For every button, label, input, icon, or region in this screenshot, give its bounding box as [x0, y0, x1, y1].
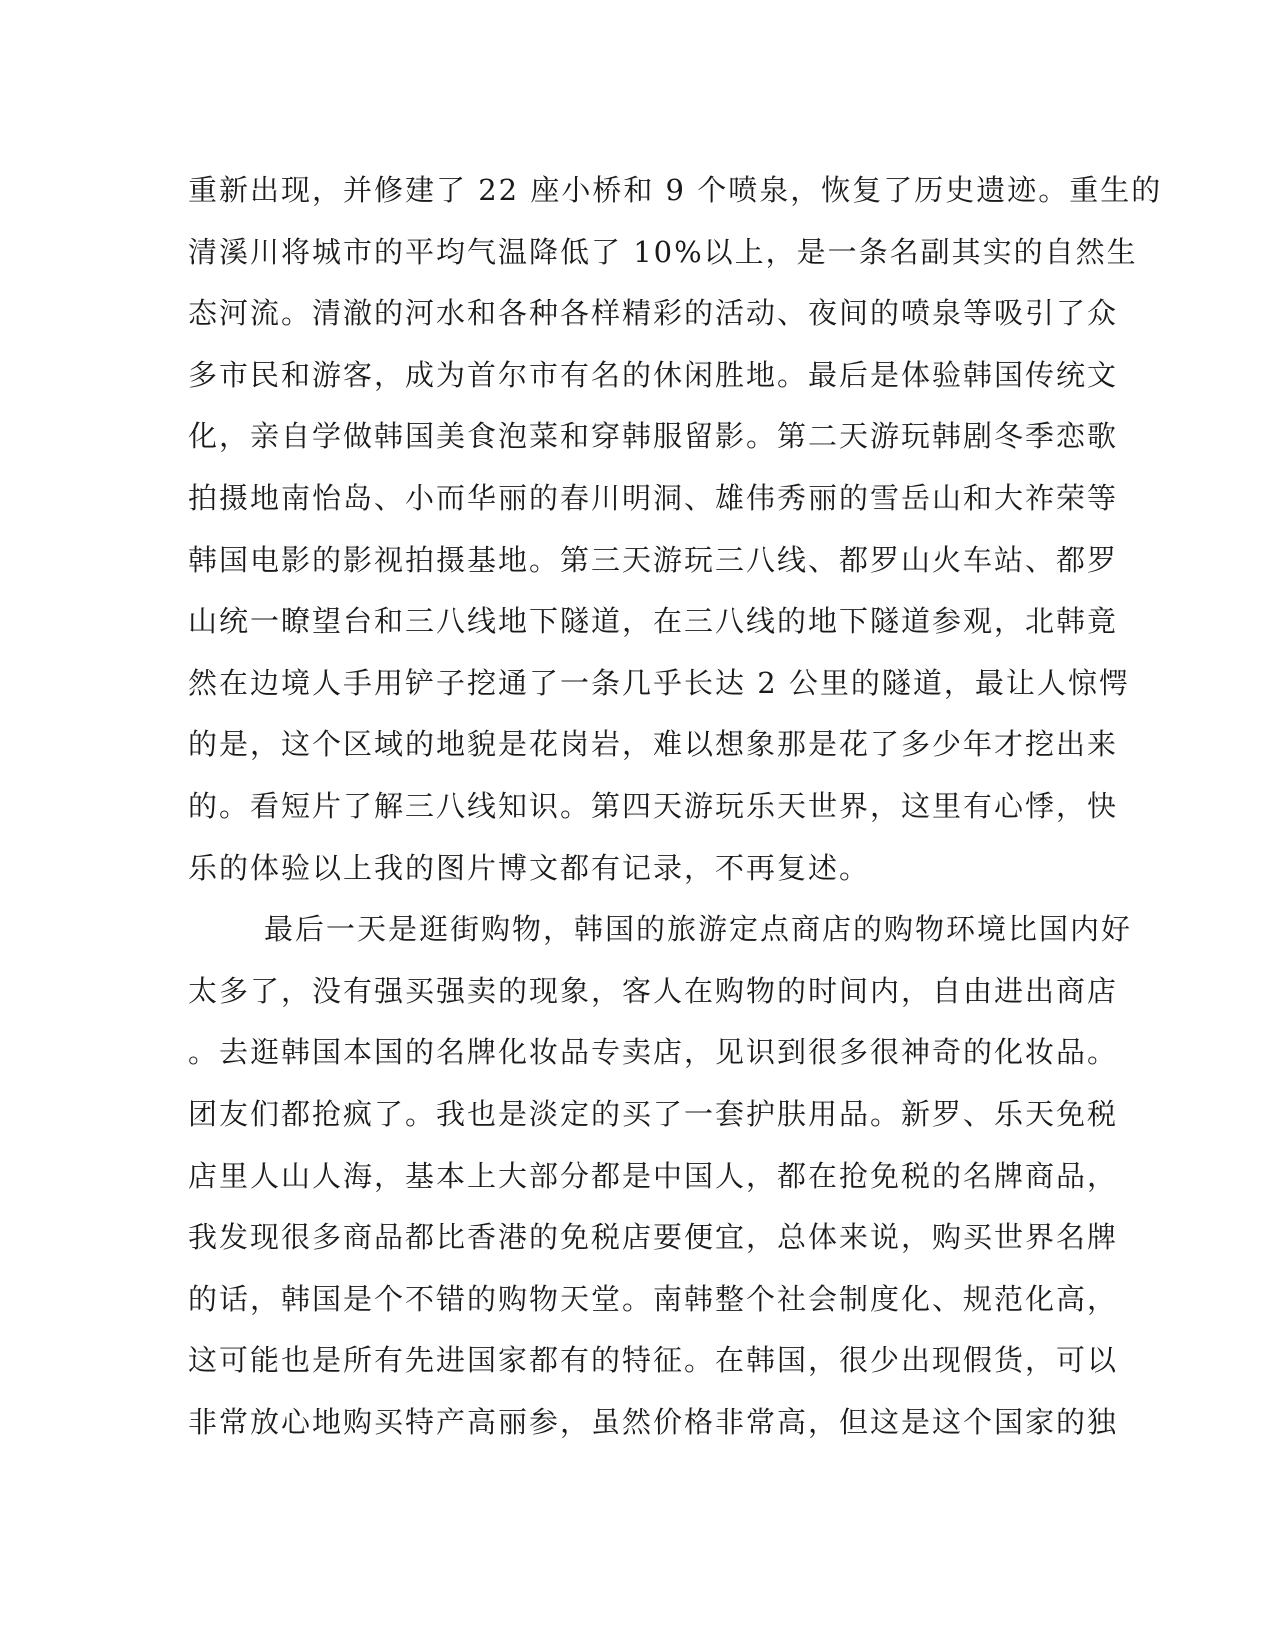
text-line: 这可能也是所有先进国家都有的特征。在韩国，很少出现假货，可以 — [188, 1343, 1119, 1378]
text-line: 多市民和游客，成为首尔市有名的休闲胜地。最后是体验韩国传统文 — [188, 357, 1119, 392]
text-line: 山统一瞭望台和三八线地下隧道，在三八线的地下隧道参观，北韩竟 — [188, 604, 1119, 639]
text-line: 韩国电影的影视拍摄基地。第三天游玩三八线、都罗山火车站、都罗 — [188, 542, 1119, 577]
paragraph-2 — [188, 899, 1133, 1453]
text-line: 。去逛韩国本国的名牌化妆品专卖店，见识到很多很神奇的化妆品。 — [188, 1035, 1119, 1070]
text-line: 我发现很多商品都比香港的免税店要便宜，总体来说，购买世界名牌 — [188, 1220, 1119, 1255]
body-text — [188, 160, 1163, 1453]
text-line: 拍摄地南怡岛、小而华丽的春川明洞、雄伟秀丽的雪岳山和大祚荣等 — [188, 480, 1119, 515]
text-line: 然在边境人手用铲子挖通了一条几乎长达 2 公里的隧道，最让人惊愕 — [188, 665, 1130, 700]
text-line: 最后一天是逛街购物，韩国的旅游定点商店的购物环境比国内好 — [264, 912, 1133, 947]
text-line: 店里人山人海，基本上大部分都是中国人，都在抢免税的名牌商品， — [188, 1158, 1119, 1193]
text-line: 的是，这个区域的地貌是花岗岩，难以想象那是花了多少年才挖出来 — [188, 727, 1119, 762]
text-line: 太多了，没有强买强卖的现象，客人在购物的时间内，自由进出商店 — [188, 973, 1119, 1008]
text-line: 清溪川将城市的平均气温降低了 10%以上，是一条名副其实的自然生 — [188, 234, 1138, 269]
text-line: 的。看短片了解三八线知识。第四天游玩乐天世界，这里有心悸，快 — [188, 788, 1119, 823]
text-line: 非常放心地购买特产高丽参，虽然价格非常高，但这是这个国家的独 — [188, 1404, 1119, 1439]
text-line: 化，亲自学做韩国美食泡菜和穿韩服留影。第二天游玩韩剧冬季恋歌 — [188, 419, 1119, 454]
text-line: 的话，韩国是个不错的购物天堂。南韩整个社会制度化、规范化高， — [188, 1281, 1119, 1316]
paragraph-1 — [188, 160, 1163, 899]
text-line: 乐的体验以上我的图片博文都有记录，不再复述。 — [188, 850, 871, 885]
text-line: 重新出现，并修建了 22 座小桥和 9 个喷泉，恢复了历史遗迹。重生的 — [188, 173, 1163, 207]
text-line: 团友们都抢疯了。我也是淡定的买了一套护肤用品。新罗、乐天免税 — [188, 1096, 1119, 1131]
text-line: 态河流。清澈的河水和各种各样精彩的活动、夜间的喷泉等吸引了众 — [188, 296, 1119, 331]
